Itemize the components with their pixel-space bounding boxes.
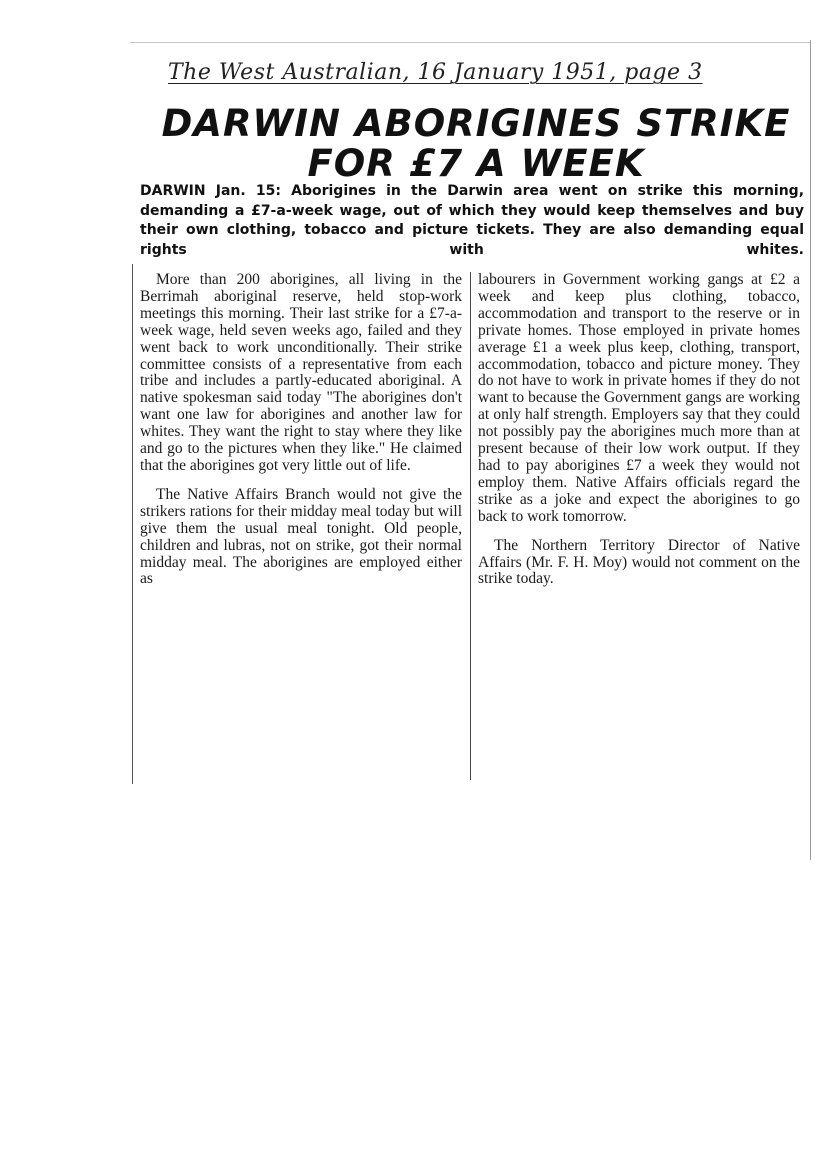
column-divider — [470, 272, 471, 780]
right-paragraph-2: The Northern Territory Director of Native Affairs (Mr. F. H. Moy) would not comment on the strike today. — [478, 536, 800, 588]
lead-paragraph — [140, 182, 804, 260]
column-border-left — [132, 264, 133, 784]
article-column-left — [140, 272, 462, 600]
scan-edge-top — [130, 42, 810, 43]
handwritten-source-note: The West Australian, 16 January 1951, page 3 — [168, 60, 703, 85]
article-column-right — [478, 272, 800, 600]
right-paragraph-1: labourers in Government working gangs at £2 a week and keep plus clothing, tobacco, accommodation and transport to the reserve or in private homes. Those employed in private homes average £1 a week plus keep, clothing, transport, accommodation, tobacco and picture money. They do not have to work in private homes if they do not want to because the Government gangs are working at only half strength. Employers say that they could not possibly pay the aborigines much more than at present because of their low work output. If they had to pay aborigines £7 a week they would not employ them. Native Affairs officials regard the strike as a joke and expect the aborigines to go back to work tomorrow. — [478, 271, 800, 525]
headline — [156, 104, 796, 184]
left-paragraph-1: More than 200 aborigines, all living in the Berrimah aboriginal reserve, held stop-work meetings this morning. Their last strike for a £7-a-week wage, held seven weeks ago, failed and they went back to work unconditionally. Their strike committee consists of a representative from each tribe and includes a partly-educated aboriginal. A native spokesman said today "The aborigines don't want one law for aborigines and another law for whites. They want the right to stay where they like and go to the pictures when they like." He claimed that the aborigines got very little out of life. — [140, 271, 462, 474]
scan-edge-right — [810, 40, 811, 860]
newspaper-clipping — [132, 58, 808, 798]
dateline: DARWIN Jan. 15: — [140, 183, 281, 199]
left-paragraph-2: The Native Affairs Branch would not give the strikers rations for their midday meal today but will give them the usual meal tonight. Old people, children and lubras, not on strike, got their normal midday meal. The aborigines are employed either as — [140, 485, 462, 588]
headline-line-2: FOR £7 A WEEK — [307, 142, 645, 185]
lead-text: Aborigines in the Darwin area went on strike this morning, demanding a £7-a-week wage, out of which they would keep themselves and buy their own clothing, tobacco and picture tickets. They are also demanding equal rights with whites. — [140, 183, 805, 258]
headline-line-1: DARWIN ABORIGINES STRIKE — [161, 102, 791, 145]
